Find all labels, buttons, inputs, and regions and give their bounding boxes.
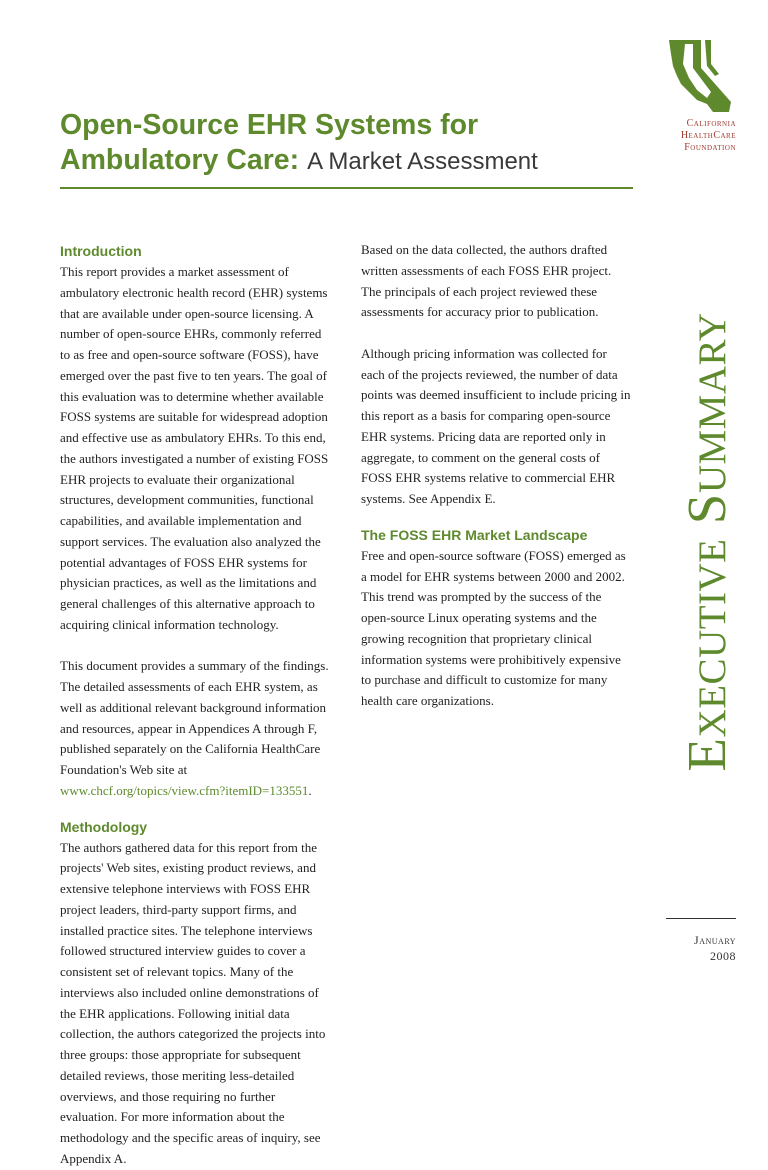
title-main: Open-Source EHR Systems for Ambulatory Care:	[60, 109, 479, 176]
foundation-name-line-3: Foundation	[684, 142, 736, 153]
foundation-name-line-1: California	[686, 118, 736, 129]
intro-paragraph-1: This report provides a market assessment of ambulatory electronic health record (EHR) systems that are available under open-source licensing. A number of open-source EHRs, commonly referred to as free and open-source software (FOSS), have emerged over the past five to ten years. The goal of this evaluation was to determine whether available FOSS systems are suitable for widespread adoption and effective use as ambulatory EHRs. To this end, the authors investigated a number of existing FOSS EHR projects to evaluate their organizational structures, development communities, functional capabilities, and available implementation and support services. The evaluation also analyzed the potential advantages of FOSS EHR systems for physician practices, as well as the limitations and general challenges of this alternative approach to acquiring clinical information technology.	[60, 264, 329, 632]
methodology-paragraph-3: Although pricing information was collected for each of the projects reviewed, the number of data points was deemed insufficient to include pricing in this report as a basis for comparing open-source EHR systems. Pricing data are reported only in aggregate, to comment on the general costs of FOSS EHR systems relative to commercial EHR systems. See Appendix E.	[361, 345, 631, 506]
intro-paragraph-2-end: .	[308, 782, 312, 798]
heading-market-landscape: The FOSS EHR Market Landscape	[361, 526, 588, 543]
california-state-map-icon	[667, 38, 739, 114]
title-subtitle: A Market Assessment	[307, 148, 538, 175]
publication-date	[636, 932, 736, 964]
methodology-paragraph-1	[60, 838, 332, 1170]
title-divider	[60, 187, 633, 189]
publication-year: 2008	[710, 949, 736, 963]
column-right	[361, 240, 633, 712]
intro-paragraph-2-text: This document provides a summary of the findings. The detailed assessments of each EHR system, as well as additional relevant background information and resources, appear in Appendices A through F, published separately on the California HealthCare Foundation's Web site at	[60, 658, 329, 777]
foundation-name-line-2: HealthCare	[680, 130, 736, 141]
column-left	[60, 240, 332, 1170]
methodology-paragraph-1-text: The authors gathered data for this report from the projects' Web sites, existing product reviews, and extensive telephone interviews with FOSS EHR project leaders, third-party support firms, and installed practice sites. The telephone interviews followed structured interview guides to cover a consistent set of relevant topics. Many of the interviews also included online demonstrations of the EHR applications. Following initial data collection, the authors categorized the projects into three groups: those appropriate for subsequent detailed reviews, those meriting less-detailed overviews, and those requiring no further evaluation. For more information about the methodology and the specific areas of inquiry, see Appendix A.	[60, 839, 326, 1166]
heading-methodology: Methodology	[60, 818, 148, 835]
publication-month: January	[694, 933, 736, 947]
heading-introduction: Introduction	[60, 243, 142, 259]
executive-summary-label: Executive Summary	[676, 312, 737, 772]
methodology-paragraph-2: Based on the data collected, the authors drafted written assessments of each FOSS EHR project. The principals of each project reviewed these assessments for accuracy prior to publication.	[361, 242, 612, 320]
executive-summary-banner	[672, 192, 742, 892]
foundation-name	[636, 118, 736, 154]
intro-paragraph-2	[60, 656, 332, 801]
market-paragraph-1: Free and open-source software (FOSS) emerged as a model for EHR systems between 2000 and 2002. This trend was prompted by the success of the open-source Linux operating systems and the growing recognition that proprietary clinical information systems were prohibitively expensive to purchase and difficult to customize for many health care organizations.	[361, 547, 626, 708]
date-divider	[666, 918, 736, 919]
chcf-link[interactable]: www.chcf.org/topics/view.cfm?itemID=133551	[60, 782, 309, 798]
page-title	[60, 108, 640, 179]
